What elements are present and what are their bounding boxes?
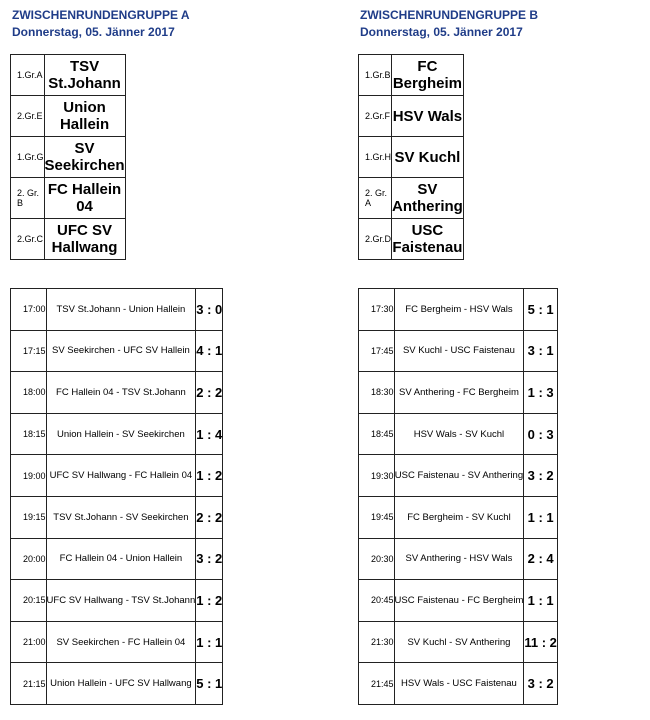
team-name: USC Faistenau [392, 219, 464, 260]
match-score: 5 : 1 [196, 663, 223, 705]
match-pairing: HSV Wals - USC Faistenau [394, 663, 524, 705]
match-row [359, 663, 558, 705]
match-time: 17:15 [11, 330, 47, 372]
team-table [358, 54, 464, 260]
match-pairing: SV Seekirchen - FC Hallein 04 [46, 621, 196, 663]
match-row [359, 496, 558, 538]
team-name: HSV Wals [392, 96, 464, 137]
team-code: 1.Gr.H [359, 137, 392, 178]
match-score: 4 : 1 [196, 330, 223, 372]
match-score: 1 : 2 [196, 455, 223, 497]
match-score: 3 : 1 [524, 330, 558, 372]
match-pairing: TSV St.Johann - SV Seekirchen [46, 496, 196, 538]
match-pairing: SV Kuchl - SV Anthering [394, 621, 524, 663]
match-row [11, 538, 223, 580]
team-name: SV Seekirchen [44, 137, 125, 178]
team-code: 2. Gr. A [359, 178, 392, 219]
group-title: ZWISCHENRUNDENGRUPPE B [360, 8, 539, 22]
team-code: 2.Gr.D [359, 219, 392, 260]
match-time: 18:45 [359, 413, 395, 455]
match-score: 1 : 4 [196, 413, 223, 455]
match-score: 3 : 2 [196, 538, 223, 580]
team-table [10, 54, 126, 260]
match-time: 19:15 [11, 496, 47, 538]
match-score: 11 : 2 [524, 621, 558, 663]
match-time: 21:15 [11, 663, 47, 705]
match-score: 1 : 1 [196, 621, 223, 663]
match-row [359, 455, 558, 497]
team-row [359, 55, 464, 96]
group-date: Donnerstag, 05. Jänner 2017 [12, 25, 175, 39]
match-time: 19:45 [359, 496, 395, 538]
match-time: 17:00 [11, 289, 47, 331]
team-name: FC Bergheim [392, 55, 464, 96]
match-score: 1 : 2 [196, 580, 223, 622]
match-pairing: Union Hallein - UFC SV Hallwang [46, 663, 196, 705]
team-row [11, 96, 126, 137]
team-code: 2. Gr. B [11, 178, 45, 219]
team-name: UFC SV Hallwang [44, 219, 125, 260]
team-code: 1.Gr.G [11, 137, 45, 178]
match-score: 3 : 2 [524, 663, 558, 705]
match-time: 20:00 [11, 538, 47, 580]
group-date: Donnerstag, 05. Jänner 2017 [360, 25, 523, 39]
match-time: 17:30 [359, 289, 395, 331]
match-pairing: USC Faistenau - FC Bergheim [394, 580, 524, 622]
match-row [11, 496, 223, 538]
team-code: 2.Gr.C [11, 219, 45, 260]
match-score: 2 : 4 [524, 538, 558, 580]
match-pairing: Union Hallein - SV Seekirchen [46, 413, 196, 455]
match-row [11, 580, 223, 622]
team-name: SV Kuchl [392, 137, 464, 178]
match-pairing: SV Kuchl - USC Faistenau [394, 330, 524, 372]
team-name: TSV St.Johann [44, 55, 125, 96]
match-row [11, 455, 223, 497]
match-time: 20:15 [11, 580, 47, 622]
team-row [11, 137, 126, 178]
match-pairing: UFC SV Hallwang - TSV St.Johann [46, 580, 196, 622]
match-time: 18:00 [11, 372, 47, 414]
group-title: ZWISCHENRUNDENGRUPPE A [12, 8, 190, 22]
match-time: 18:15 [11, 413, 47, 455]
team-row [359, 137, 464, 178]
match-time: 18:30 [359, 372, 395, 414]
team-row [359, 96, 464, 137]
match-pairing: UFC SV Hallwang - FC Hallein 04 [46, 455, 196, 497]
match-pairing: SV Seekirchen - UFC SV Hallein [46, 330, 196, 372]
team-name: FC Hallein 04 [44, 178, 125, 219]
match-time: 17:45 [359, 330, 395, 372]
match-time: 19:00 [11, 455, 47, 497]
team-name: Union Hallein [44, 96, 125, 137]
match-score: 3 : 0 [196, 289, 223, 331]
match-row [11, 413, 223, 455]
team-row [359, 178, 464, 219]
team-row [11, 55, 126, 96]
team-row [359, 219, 464, 260]
match-score: 5 : 1 [524, 289, 558, 331]
match-score: 2 : 2 [196, 372, 223, 414]
match-table [358, 288, 558, 705]
match-score: 3 : 2 [524, 455, 558, 497]
match-time: 21:30 [359, 621, 395, 663]
match-pairing: FC Hallein 04 - Union Hallein [46, 538, 196, 580]
match-pairing: SV Anthering - HSV Wals [394, 538, 524, 580]
match-score: 1 : 3 [524, 372, 558, 414]
match-score: 0 : 3 [524, 413, 558, 455]
match-pairing: FC Bergheim - HSV Wals [394, 289, 524, 331]
match-time: 21:00 [11, 621, 47, 663]
match-pairing: USC Faistenau - SV Anthering [394, 455, 524, 497]
match-time: 20:30 [359, 538, 395, 580]
match-row [11, 621, 223, 663]
match-time: 19:30 [359, 455, 395, 497]
team-code: 2.Gr.E [11, 96, 45, 137]
match-row [11, 289, 223, 331]
match-row [11, 372, 223, 414]
team-code: 1.Gr.A [11, 55, 45, 96]
match-row [11, 663, 223, 705]
team-code: 2.Gr.F [359, 96, 392, 137]
match-pairing: FC Hallein 04 - TSV St.Johann [46, 372, 196, 414]
match-row [11, 330, 223, 372]
match-row [359, 580, 558, 622]
match-time: 21:45 [359, 663, 395, 705]
team-code: 1.Gr.B [359, 55, 392, 96]
match-pairing: HSV Wals - SV Kuchl [394, 413, 524, 455]
match-row [359, 372, 558, 414]
team-row [11, 178, 126, 219]
team-row [11, 219, 126, 260]
match-score: 1 : 1 [524, 580, 558, 622]
match-row [359, 621, 558, 663]
match-pairing: SV Anthering - FC Bergheim [394, 372, 524, 414]
match-time: 20:45 [359, 580, 395, 622]
match-score: 1 : 1 [524, 496, 558, 538]
match-row [359, 538, 558, 580]
match-pairing: TSV St.Johann - Union Hallein [46, 289, 196, 331]
match-pairing: FC Bergheim - SV Kuchl [394, 496, 524, 538]
match-row [359, 413, 558, 455]
match-row [359, 330, 558, 372]
team-name: SV Anthering [392, 178, 464, 219]
match-score: 2 : 2 [196, 496, 223, 538]
match-table [10, 288, 223, 705]
match-row [359, 289, 558, 331]
